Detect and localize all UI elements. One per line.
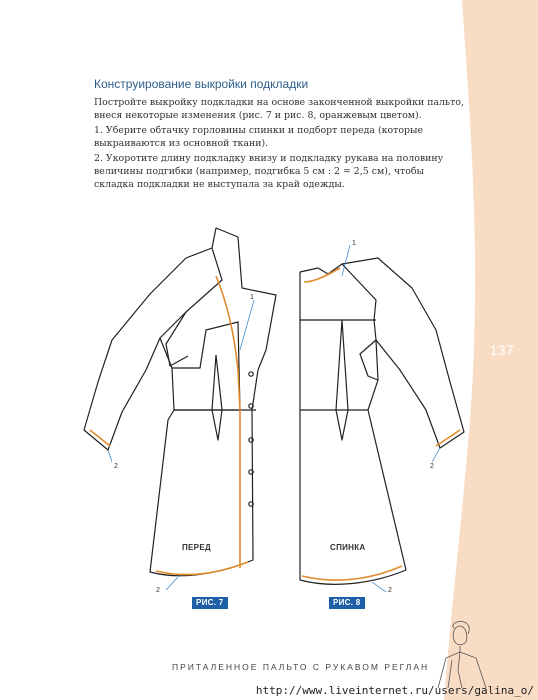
fashion-sketch (430, 618, 500, 688)
front-lining-line (216, 276, 240, 568)
paragraph-step-1: 1. Уберите обтачку горловины спинки и подборт переда (которые выкраиваются из основной ткани). (94, 125, 423, 149)
callout-front-hem-2: 2 (156, 587, 160, 594)
pattern-drawing (70, 215, 490, 615)
instructions (94, 97, 466, 194)
callout-back-1: 1 (352, 240, 356, 247)
callout-back-sleeve-2: 2 (430, 463, 434, 470)
figure-7-label: РИС. 7 (192, 597, 228, 609)
footer-title: ПРИТАЛЕННОЕ ПАЛЬТО С РУКАВОМ РЕГЛАН (172, 662, 430, 672)
callout-back-hem-2: 2 (388, 587, 392, 594)
section-title: Конструирование выкройки подкладки (94, 77, 309, 91)
front-sleeve (84, 248, 212, 450)
callout-front-sleeve-2: 2 (114, 463, 118, 470)
page-number: 137 (489, 342, 515, 358)
paragraph-step-2: 2. Укоротите длину подкладку внизу и подкладку рукава на половину величины подгибки (например, подгибка 5 см : 2 = 2,5 см), чтобы складка подкладки не выступала за край одежды. (94, 153, 444, 190)
back-label: СПИНКА (330, 543, 366, 552)
figure-8-label: РИС. 8 (329, 597, 365, 609)
paragraph-intro: Постройте выкройку подкладки на основе законченной выкройки пальто, внеся некоторые изменения (рис. 7 и рис. 8, оранжевым цветом). (94, 97, 464, 121)
callout-front-1: 1 (250, 294, 254, 301)
watermark-url[interactable]: http://www.liveinternet.ru/users/galina_o/ (255, 684, 534, 697)
back-outline (300, 264, 406, 584)
front-label: ПЕРЕД (182, 543, 211, 552)
